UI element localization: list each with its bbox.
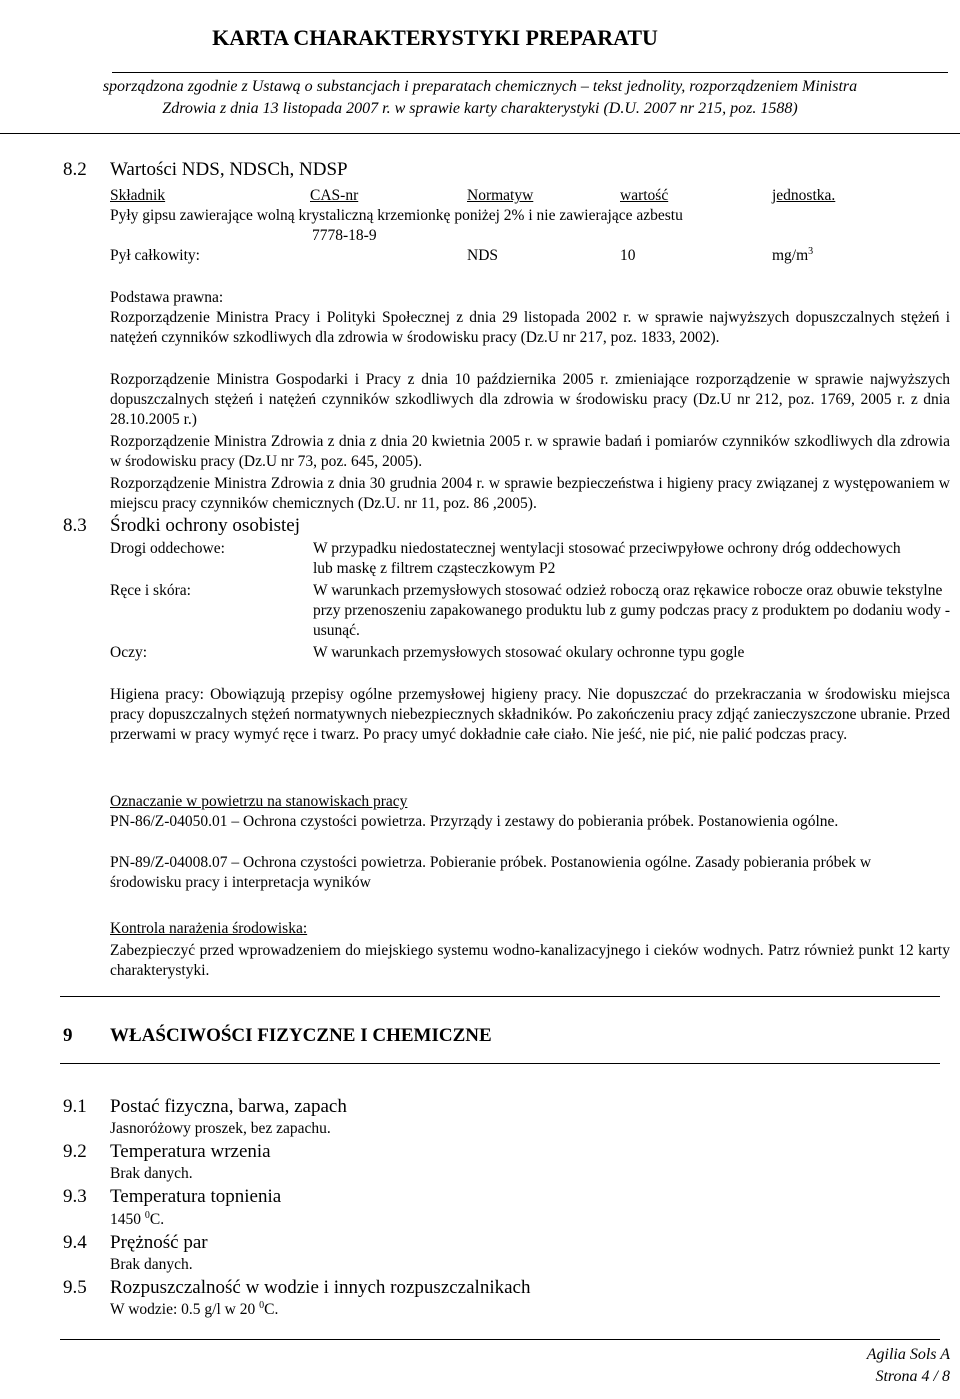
column-header-unit: jednostka. [772, 187, 836, 204]
degree-superscript: 0 [259, 1299, 265, 1311]
property-value-unit: C. [149, 1211, 165, 1228]
property-number: 9.5 [63, 1277, 87, 1298]
property-value: Jasnoróżowy proszek, bez zapachu. [110, 1120, 331, 1137]
column-header-value: wartość [620, 187, 669, 204]
footer-rule [60, 1339, 940, 1340]
header-subtitle-line-1: sporządzona zgodnie z Ustawą o substancjach i preparatach chemicznych – tekst jednolity, rozporządzeniem Ministra [102, 78, 858, 95]
air-monitoring-heading: Oznaczanie w powietrzu na stanowiskach pracy [110, 793, 408, 810]
legal-basis-item: Rozporządzenie Ministra Pracy i Polityki Społecznej z dnia 29 listopada 2002 r. w sprawie najwyższych dopuszczalnych stężeń i natężeń czynników szkodliwych dla zdrowia w środowisku pracy (Dz.U nr 217, poz. 1833, 2002). [110, 309, 950, 346]
header-rule [112, 72, 948, 73]
section-divider [60, 1063, 940, 1064]
row-value: 10 [620, 247, 636, 264]
property-title: Temperatura wrzenia [110, 1141, 271, 1162]
component-name: Pyły gipsu zawierające wolną krystaliczną krzemionkę poniżej 2% i nie zawierające azbestu [110, 207, 683, 224]
row-norm: NDS [467, 247, 499, 264]
property-title: Temperatura topnienia [110, 1186, 282, 1207]
legal-basis-item: Rozporządzenie Ministra Zdrowia z dnia z dnia 20 kwietnia 2005 r. w sprawie badań i pomiarów czynników szkodliwych dla zdrowia w środowisku pracy (Dz.U nr 73, poz. 645, 2005). [110, 433, 950, 470]
property-title: Postać fizyczna, barwa, zapach [110, 1096, 347, 1117]
degree-superscript: 0 [144, 1209, 150, 1221]
footer-company: Agilia Sols A [866, 1346, 950, 1363]
property-value [110, 1300, 278, 1320]
section-8-2-title: Wartości NDS, NDSCh, NDSP [110, 159, 348, 180]
property-title: Prężność par [110, 1232, 208, 1253]
property-number: 9.1 [63, 1096, 87, 1117]
protection-label-respiratory: Drogi oddechowe: [110, 540, 225, 557]
property-number: 9.2 [63, 1141, 87, 1162]
header-subtitle-line-2: Zdrowia z dnia 13 listopada 2007 r. w sprawie karty charakterystyki (D.U. 2007 nr 215, poz. 1588) [162, 100, 798, 117]
column-header-norm: Normatyw [467, 187, 534, 204]
protection-text-hands-skin: W warunkach przemysłowych stosować odzież roboczą oraz rękawice robocze oraz obuwie tekstylne przy przenoszeniu zapakowanego produktu lub z gumy podczas pracy z produktem po dodaniu wody - usunąć. [313, 582, 951, 639]
row-label: Pył całkowity: [110, 247, 200, 264]
legal-basis-item: Rozporządzenie Ministra Zdrowia z dnia 30 grudnia 2004 r. w sprawie bezpieczeństwa i higieny pracy związanej z występowaniem w miejscu pracy czynników chemicznych (Dz.U. nr 11, poz. 86 ,2005). [110, 475, 950, 512]
row-unit [772, 246, 813, 266]
section-8-2-number: 8.2 [63, 159, 87, 180]
property-value: Brak danych. [110, 1256, 193, 1273]
protection-label-eyes: Oczy: [110, 644, 148, 661]
section-divider [60, 996, 940, 997]
property-value [110, 1210, 164, 1230]
property-value-unit: C. [264, 1301, 279, 1318]
environment-control-heading: Kontrola narażenia środowiska: [110, 920, 308, 937]
section-9-number: 9 [63, 1025, 73, 1046]
property-title: Rozpuszczalność w wodzie i innych rozpuszczalnikach [110, 1277, 531, 1298]
legal-basis-item: Rozporządzenie Ministra Gospodarki i Pracy z dnia 10 października 2005 r. zmieniające rozporządzenie w sprawie najwyższych dopuszczalnych stężeń i natężeń czynników szkodliwych dla zdrowia w środowisku pracy (Dz.U nr 212, poz. 1769, 2005 r. z dnia 28.10.2005 r.) [110, 371, 950, 428]
section-8-3-title: Środki ochrony osobistej [110, 515, 300, 536]
property-number: 9.4 [63, 1232, 87, 1253]
work-hygiene-paragraph: Higiena pracy: Obowiązują przepisy ogólne przemysłowej higieny pracy. Nie dopuszczać do przekraczania w środowisku miejsca pracy dopuszczalnych stężeń normatywnych niebezpiecznych składników. Po zakończeniu pracy zdjąć zanieczyszczone ubranie. Przed przerwami w pracy wymyć ręce i twarz. Po pracy umyć dokładnie całe ciało. Nie jeść, nie pić, nie palić podczas pracy. [110, 686, 950, 743]
protection-text-eyes: W warunkach przemysłowych stosować okulary ochronne typu gogle [313, 644, 745, 661]
row-unit-superscript: 3 [808, 245, 814, 257]
protection-label-hands-skin: Ręce i skóra: [110, 582, 191, 599]
protection-text-respiratory: W przypadku niedostatecznej wentylacji stosować przeciwpyłowe ochrony dróg oddechowych lub maskę z filtrem cząsteczkowym P2 [313, 540, 901, 577]
legal-basis-label: Podstawa prawna: [110, 289, 224, 306]
column-header-component: Składnik [110, 187, 166, 204]
column-header-cas: CAS-nr [310, 187, 359, 204]
row-unit-text: mg/m [772, 247, 809, 264]
document-title: KARTA CHARAKTERYSTYKI PREPARATU [212, 25, 658, 50]
property-value-text: 1450 [110, 1211, 145, 1228]
environment-control-text: Zabezpieczyć przed wprowadzeniem do miejskiego systemu wodno-kanalizacyjnego i cieków wodnych. Patrz również punkt 12 karty charakterystyki. [110, 942, 950, 979]
section-8-3-number: 8.3 [63, 515, 87, 536]
cas-number: 7778-18-9 [312, 227, 377, 244]
property-value: Brak danych. [110, 1165, 193, 1182]
property-number: 9.3 [63, 1186, 87, 1207]
footer-page-number: Strona 4 / 8 [875, 1368, 950, 1385]
air-monitoring-standard: PN-89/Z-04008.07 – Ochrona czystości powietrza. Pobieranie próbek. Postanowienia ogólne. Zasady pobierania próbek w środowisku pracy i interpretacja wyników [110, 854, 872, 891]
document-header [0, 0, 960, 134]
property-value-text: W wodzie: 0.5 g/l w 20 [110, 1301, 260, 1318]
air-monitoring-standard: PN-86/Z-04050.01 – Ochrona czystości powietrza. Przyrządy i zestawy do pobierania próbek. Postanowienia ogólne. [110, 813, 839, 830]
section-9-title: WŁAŚCIWOŚCI FIZYCZNE I CHEMICZNE [110, 1025, 492, 1046]
